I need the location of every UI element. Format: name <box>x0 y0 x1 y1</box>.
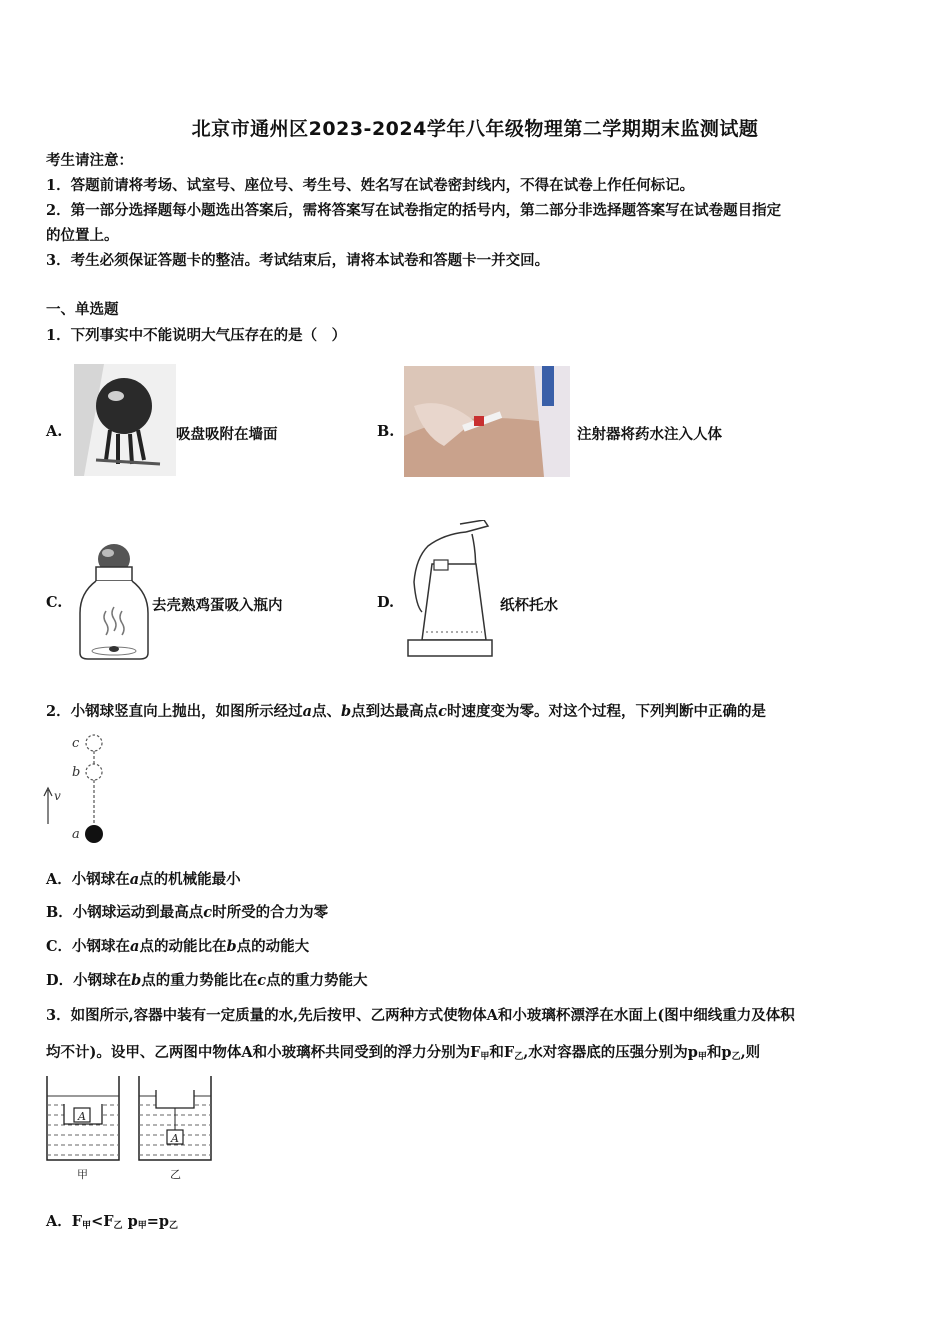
label-v: v <box>54 789 61 803</box>
q2-option-c-part1: C．小钢球在 <box>46 938 131 955</box>
q2-option-a-var: a <box>129 871 140 888</box>
notice-item-2: 2．第一部分选择题每小题选出答案后，需将答案写在试卷指定的括号内，第二部分非选择题答案写在试卷题目指定 <box>46 202 782 219</box>
notice-item-3: 3．考生必须保证答题卡的整洁。考试结束后，请将本试卷和答题卡一并交回。 <box>46 252 550 269</box>
section-heading: 一、单选题 <box>46 301 119 318</box>
q2-option-d-part2: 点的重力势能比在 <box>141 972 258 989</box>
syringe-injection-image <box>404 366 570 477</box>
ball-position-b <box>86 764 102 780</box>
q3-option-a-sub2: 乙 <box>113 1221 123 1231</box>
q2-option-d-var2: c <box>257 972 267 989</box>
notice-item-1: 1．答题前请将考场、试室号、座位号、考生号、姓名写在试卷密封线内，不得在试卷上作任何标记。 <box>46 177 695 194</box>
q3-option-a-part2: <F <box>91 1213 114 1230</box>
q3-option-a-part1: A．F <box>46 1213 83 1230</box>
object-a-label-yi: A <box>171 1132 179 1145</box>
q2-stem-part2: 点、 <box>312 703 341 720</box>
q2-option-c-part3: 点的动能大 <box>236 938 310 955</box>
label-c: c <box>72 736 80 751</box>
q3-sub-yi-2: 乙 <box>731 1052 741 1062</box>
q3-sub-jia-1: 甲 <box>480 1052 490 1062</box>
q2-option-a-part2: 点的机械能最小 <box>139 871 241 888</box>
q2-stem-part4: 时速度变为零。对这个过程，下列判断中正确的是 <box>446 703 766 720</box>
q3-sub-jia-2: 甲 <box>697 1052 707 1062</box>
label-yi: 乙 <box>170 1168 181 1181</box>
paper-cup-water-image <box>404 520 496 662</box>
q2-option-d-var1: b <box>131 972 142 989</box>
q3-option-a-part3: p <box>122 1213 138 1230</box>
q3-option-a-sub1: 甲 <box>82 1221 92 1231</box>
q3-option-a <box>46 1212 178 1234</box>
q3-line2-part-c: ,水对容器底的压强分别为p <box>523 1044 698 1061</box>
q1-option-c-letter: C. <box>46 594 63 611</box>
q2-option-c-part2: 点的动能比在 <box>139 938 227 955</box>
q1-option-b-text: 注射器将药水注入人体 <box>577 426 722 443</box>
egg-bottle-image <box>76 541 152 663</box>
q2-option-b-var: c <box>203 904 213 921</box>
q2-stem-part3: 点到达最高点 <box>351 703 439 720</box>
page-title: 北京市通州区2023-2024学年八年级物理第二学期期末监测试题 <box>191 118 759 140</box>
q2-option-d <box>46 971 368 991</box>
q2-stem-var-a: a <box>302 703 312 720</box>
q2-stem-var-c: c <box>438 703 447 720</box>
q3-stem-line2 <box>46 1043 760 1065</box>
ball-position-a <box>85 825 103 843</box>
q3-option-a-sub3: 甲 <box>137 1221 147 1231</box>
q2-option-c-var1: a <box>130 938 140 955</box>
q3-stem-line1: 3．如图所示,容器中装有一定质量的水,先后按甲、乙两种方式使物体A和小玻璃杯漂浮在水面上(图中细线重力及体积 <box>46 1007 795 1024</box>
q3-sub-yi-1: 乙 <box>514 1052 524 1062</box>
q3-option-a-part4: =p <box>146 1213 170 1230</box>
container-jia <box>47 1076 119 1181</box>
q2-stem-part1: 2．小钢球竖直向上抛出，如图所示经过 <box>46 703 303 720</box>
label-b: b <box>72 765 81 780</box>
q3-line2-part-d: 和p <box>706 1044 732 1061</box>
q3-line2-part-b: 和F <box>489 1044 515 1061</box>
q2-option-b-part2: 时所受的合力为零 <box>212 904 329 921</box>
container-yi <box>139 1076 211 1181</box>
suction-cup-image <box>74 364 176 476</box>
object-a-label-jia: A <box>78 1110 86 1123</box>
notice-item-2-cont: 的位置上。 <box>46 227 119 244</box>
q1-option-c-text: 去壳熟鸡蛋吸入瓶内 <box>152 597 283 614</box>
q2-option-b <box>46 903 328 923</box>
q2-option-a <box>46 870 241 890</box>
floating-containers-figure <box>44 1074 216 1184</box>
ball-trajectory-figure <box>40 728 120 848</box>
notice-heading: 考生请注意： <box>46 152 133 169</box>
q2-option-c <box>46 937 309 957</box>
q2-option-c-var2: b <box>226 938 237 955</box>
q3-line2-part-a: 均不计)。设甲、乙两图中物体A和小玻璃杯共同受到的浮力分别为F <box>46 1044 481 1061</box>
label-a: a <box>72 827 80 842</box>
label-jia: 甲 <box>77 1168 88 1181</box>
q1-option-d-letter: D. <box>377 594 395 611</box>
q2-stem-var-b: b <box>341 703 352 720</box>
q2-option-a-part1: A．小钢球在 <box>46 871 130 888</box>
q2-stem <box>46 702 766 722</box>
q2-option-d-part1: D．小钢球在 <box>46 972 132 989</box>
q2-option-d-part3: 点的重力势能大 <box>266 972 368 989</box>
q1-option-a-letter: A. <box>46 423 63 440</box>
q1-option-b-letter: B. <box>377 423 395 440</box>
ball-position-c <box>86 735 102 751</box>
q2-option-b-part1: B．小钢球运动到最高点 <box>46 904 204 921</box>
q3-option-a-sub4: 乙 <box>169 1221 179 1231</box>
q1-option-d-text: 纸杯托水 <box>500 597 558 614</box>
q1-option-a-text: 吸盘吸附在墙面 <box>176 426 278 443</box>
q3-line2-part-e: ,则 <box>740 1044 761 1061</box>
q1-stem: 1．下列事实中不能说明大气压存在的是（ ） <box>46 327 347 344</box>
